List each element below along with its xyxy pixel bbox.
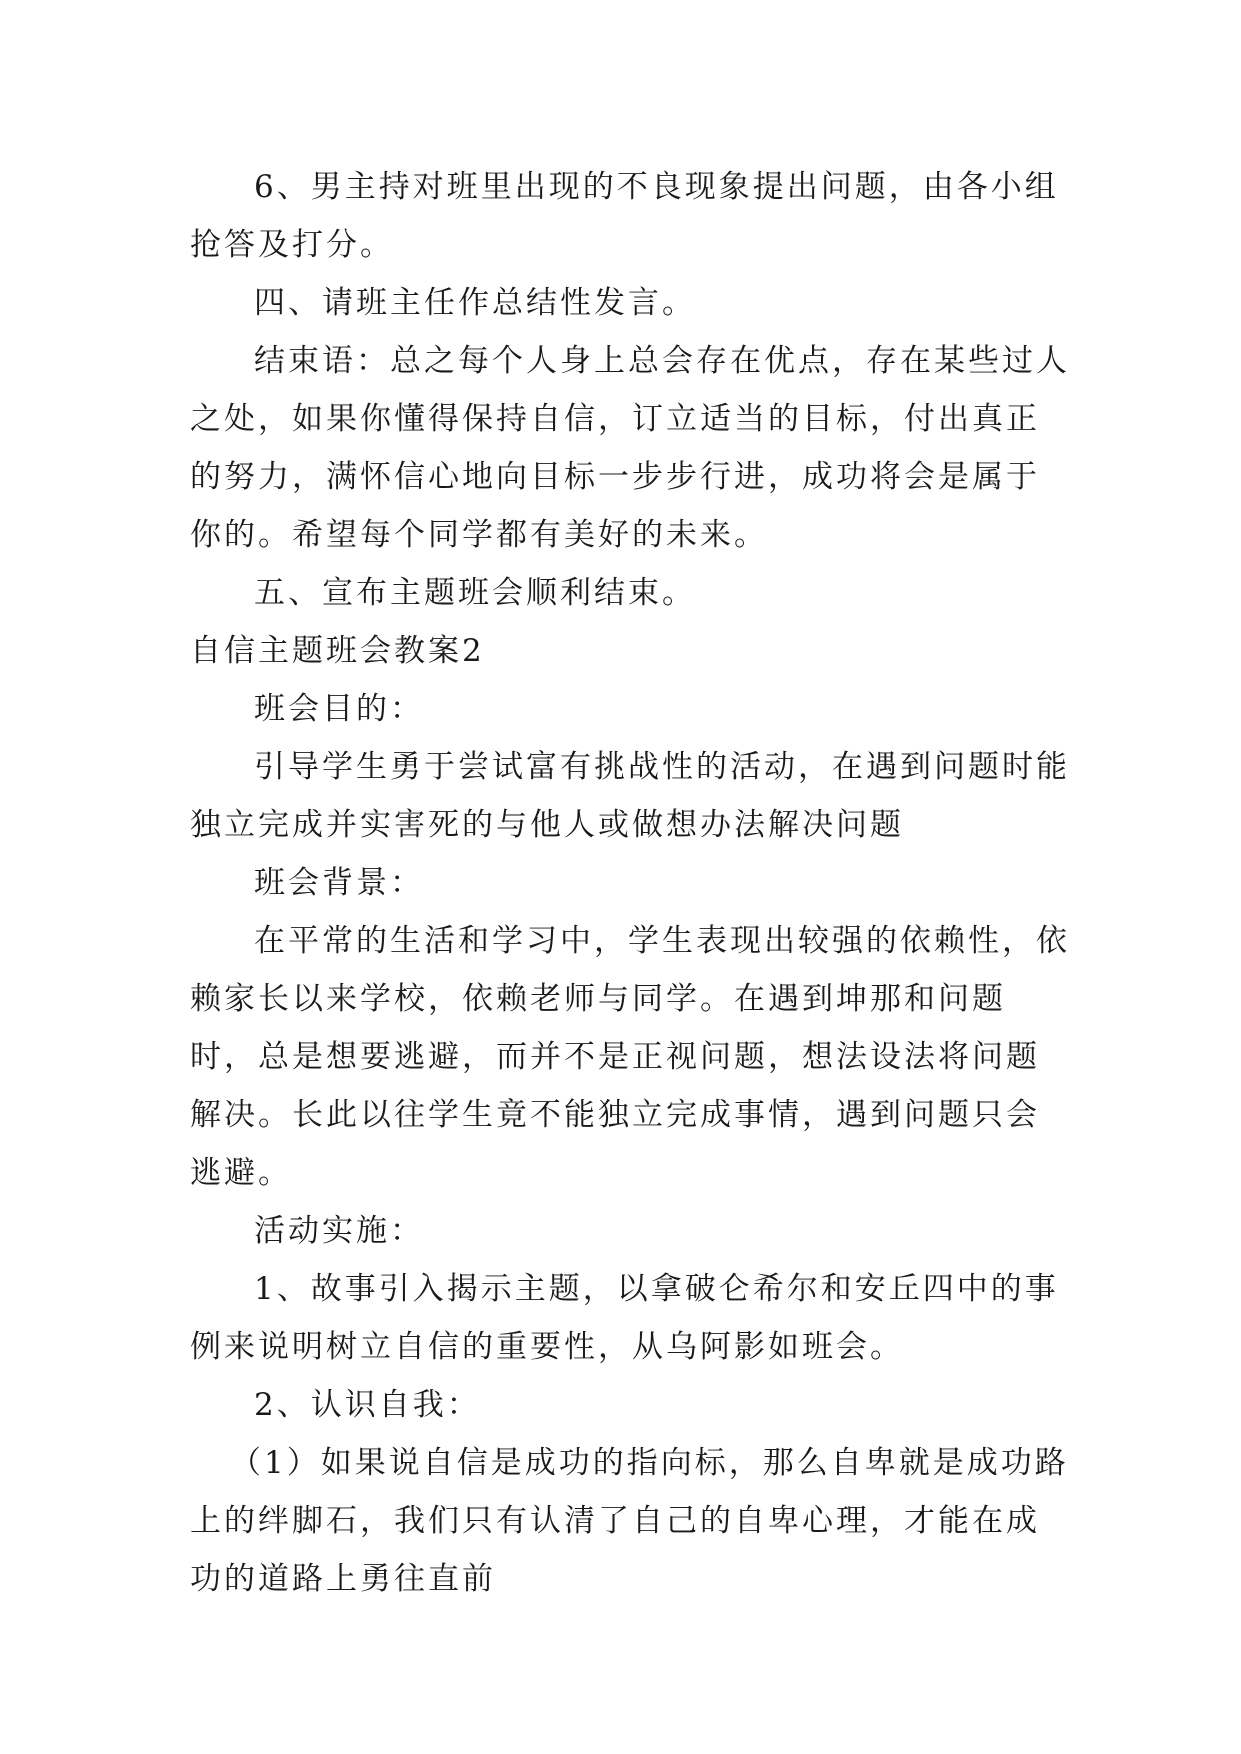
paragraph-activity-2: 2、认识自我： <box>254 1387 481 1423</box>
paragraph-background-label: 班会背景： <box>254 865 424 901</box>
paragraph-item-6: 6、男主持对班里出现的不良现象提出问题，由各小组抢答及打分。 <box>190 169 1059 263</box>
paragraph-activity-2-1: （1）如果说自信是成功的指向标，那么自卑就是成功路上的绊脚石，我们只有认清了自己的自卑心理，才能在成功的道路上勇往直前 <box>190 1445 1069 1597</box>
paragraph-section-five: 五、宣布主题班会顺利结束。 <box>254 575 696 611</box>
paragraph-purpose: 引导学生勇于尝试富有挑战性的活动，在遇到问题时能独立完成并实害死的与他人或做想办法解决问题 <box>190 749 1070 843</box>
document-body <box>190 158 1070 1608</box>
paragraph-background: 在平常的生活和学习中，学生表现出较强的依赖性，依赖家长以来学校，依赖老师与同学。在遇到坤那和问题时，总是想要逃避，而并不是正视问题，想法设法将问题解决。长此以往学生竟不能独立完成事情，遇到问题只会逃避。 <box>190 923 1070 1191</box>
section-title: 自信主题班会教案2 <box>190 633 485 669</box>
paragraph-activity-label: 活动实施： <box>254 1213 424 1249</box>
paragraph-activity-1: 1、故事引入揭示主题，以拿破仑希尔和安丘四中的事例来说明树立自信的重要性，从乌阿影如班会。 <box>190 1271 1059 1365</box>
paragraph-purpose-label: 班会目的： <box>254 691 424 727</box>
paragraph-closing-remarks: 结束语：总之每个人身上总会存在优点，存在某些过人之处，如果你懂得保持自信，订立适当的目标，付出真正的努力，满怀信心地向目标一步步行进，成功将会是属于你的。希望每个同学都有美好的未来。 <box>190 343 1070 553</box>
paragraph-section-four: 四、请班主任作总结性发言。 <box>254 285 696 321</box>
